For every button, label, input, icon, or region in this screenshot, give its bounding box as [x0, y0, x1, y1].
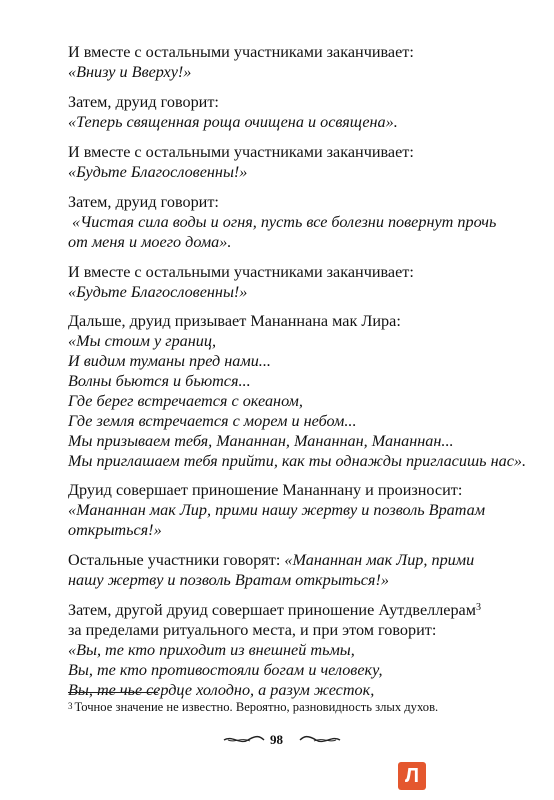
text-line: Затем, друид говорит: [68, 193, 219, 211]
right-ornament-icon [298, 734, 342, 746]
text-line: И вместе с остальными участниками заканчивает: [68, 263, 414, 281]
left-ornament-icon [222, 734, 266, 746]
page-number: 98 [270, 732, 283, 747]
text-segment: «Мананнан мак Лир, прими [284, 551, 475, 569]
text-line: «Будьте Благословенны!» [68, 283, 248, 301]
text-line: Где земля встречается с морем и небом... [68, 412, 357, 430]
text-line: Мы приглашаем тебя прийти, как ты однажды пригласишь нас». [68, 452, 527, 470]
footnote-ref: 3 [476, 602, 481, 613]
text-line: И вместе с остальными участниками заканчивает: [68, 43, 414, 61]
text-line: «Будьте Благословенны!» [68, 163, 248, 181]
footnote [68, 699, 438, 715]
text-line: Вы, те кто противостояли богам и человеку, [68, 661, 383, 679]
text-line: «Мы стоим у границ, [68, 332, 217, 350]
text-line: Друид совершает приношение Мананнану и произносит: [68, 481, 463, 499]
text-line: «Теперь священная роща очищена и освящена». [68, 113, 398, 131]
text-line: И вместе с остальными участниками заканчивает: [68, 143, 414, 161]
text-line: нашу жертву и позволь Вратам открыться!» [68, 571, 389, 589]
text-line: «Чистая сила воды и огня, пусть все болезни повернут прочь [72, 213, 497, 231]
page-number-block [222, 732, 342, 748]
text-line: И видим туманы пред нами... [68, 352, 271, 370]
watermark-logo: Л [398, 762, 426, 790]
text-segment: Остальные участники говорят: [68, 551, 285, 569]
text-line: за пределами ритуального места, и при этом говорит: [68, 621, 437, 639]
footnote-number: 3 [68, 701, 73, 711]
text-line: открыться!» [68, 521, 162, 539]
text-line: Волны бьются и бьются... [68, 372, 251, 390]
text-line [68, 550, 474, 570]
text-segment: Затем, другой друид совершает приношение Аутдвеллерам [68, 601, 476, 619]
text-line: Вы, те чье сердце холодно, а разум жесток, [68, 681, 375, 699]
text-line [68, 600, 481, 620]
text-line: «Вы, те кто приходит из внешней тьмы, [68, 641, 355, 659]
text-line: Мы призываем тебя, Мананнан, Мананнан, Мананнан... [68, 432, 454, 450]
text-line: Затем, друид говорит: [68, 93, 219, 111]
footnote-divider [68, 692, 158, 693]
text-line: «Мананнан мак Лир, прими нашу жертву и позволь Вратам [68, 501, 486, 519]
text-line: «Внизу и Вверху!» [68, 63, 192, 81]
footnote-text: Точное значение не известно. Вероятно, разновидность злых духов. [74, 700, 439, 714]
text-line: от меня и моего дома». [68, 233, 232, 251]
text-line: Где берег встречается с океаном, [68, 392, 303, 410]
text-line: Дальше, друид призывает Мананнана мак Лира: [68, 312, 401, 330]
